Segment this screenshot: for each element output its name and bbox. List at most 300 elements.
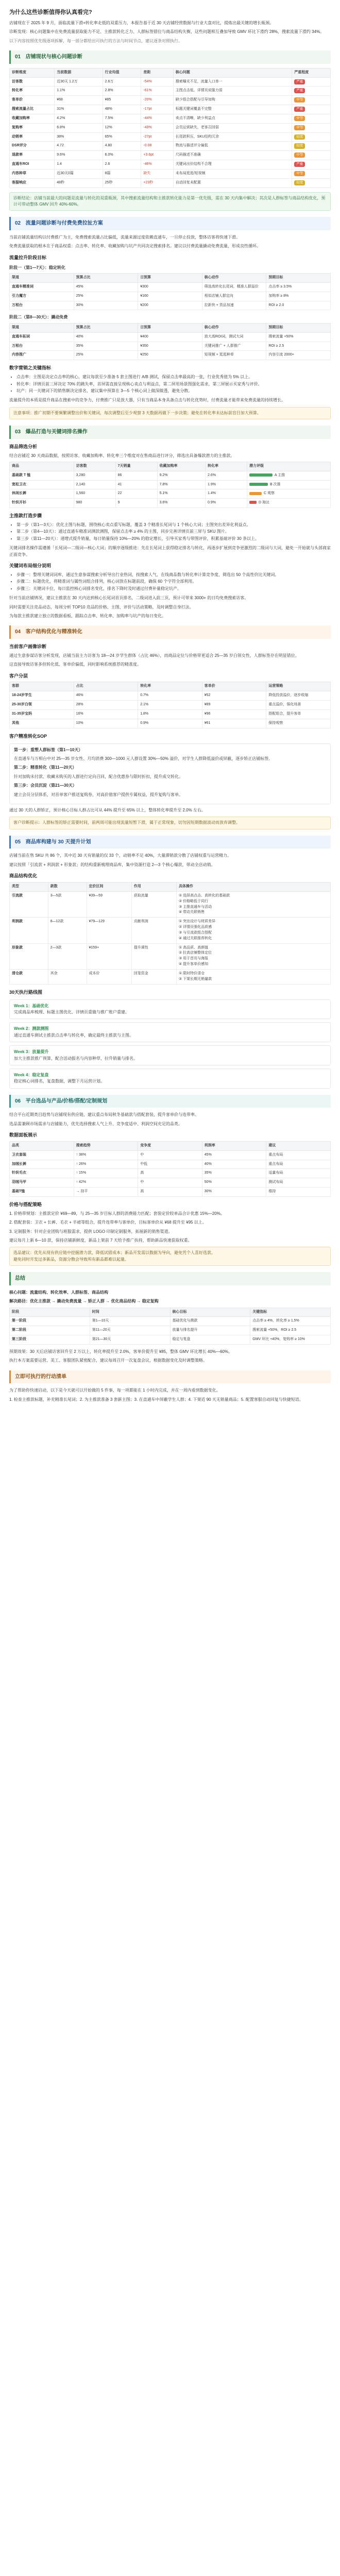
paragraph: 建议按照「引流款 + 利润款 + 形象款」的结构重新梳理商品库，集中资源打造 2—3 个核心爆款，带动全店动销。	[9, 862, 215, 867]
potential-cell	[247, 471, 330, 480]
count-cell: 2—3款	[48, 943, 87, 969]
subheading: 数字营销之关键指标	[9, 365, 52, 371]
sales-cell: 41	[115, 480, 157, 489]
table-row	[10, 96, 331, 105]
list-item: • 转化率：详情页前三屏决定 70% 的跳失率，首屏需直接呈现核心卖点与利益点，第二屏用场景图强化需求，第三屏展示买家秀与评价。	[16, 381, 331, 387]
column-header: 日预算	[138, 274, 202, 283]
column-header: 运营策略	[266, 682, 331, 691]
column-header: 核心动作	[202, 274, 266, 283]
ops-line: ③ 与引流款组合搭配	[178, 930, 212, 935]
potential-grade: D 淘汰	[258, 501, 269, 505]
column-header: 核心目标	[170, 1308, 250, 1317]
table-cell: 50%	[202, 1178, 266, 1188]
warning-note: 注意事项：推广初期不要频繁调整出价和关键词，每次调整后至少观察 3 天数据再做下一步决策；避免在转化率未达标前盲目加大预算。	[9, 407, 331, 419]
table-row	[10, 480, 331, 489]
ops-cell	[176, 943, 330, 969]
potential-grade: C 观察	[263, 492, 275, 496]
current-value-cell: 31%	[55, 105, 103, 114]
table-cell: ¥250	[138, 351, 202, 360]
column-header: 诊断维度	[10, 68, 55, 77]
gap-cell: -44%	[141, 114, 173, 123]
table-cell: 18-24岁学生	[10, 691, 74, 701]
dimension-cell: 客服响应	[10, 178, 55, 188]
intro-paragraph: 诊断发现：核心问题集中在免费流量获取能力不足、主推款转化乏力、人群标签错位与商品结构失衡，这些问题相互叠加导致 GMV 环比下滑约 28%，搜索流量下滑约 34%。	[9, 29, 325, 35]
visitors-cell: 2,140	[74, 480, 115, 489]
column-header: 具体操作	[176, 882, 330, 891]
paragraph: 针对当前店铺情况，建议主推款在 30 天内达到核心长尾词首页排名，二级词进入前三页，预计可带来 3000+ 的日均免费搜索访客。	[9, 596, 249, 601]
table-cell: 第1—10天	[90, 1317, 170, 1326]
current-value-cell: 1.1%	[55, 87, 103, 96]
product-name-cell: 休闲长裤	[10, 489, 74, 499]
column-header: 作用	[131, 882, 176, 891]
note-line: 选品建议：优先从现有供应链中挖掘潜力款，降低试错成本；新品开发需以数据为导向，避免凭个人喜好选款。	[13, 1250, 215, 1256]
average-value-cell: 8篇	[103, 170, 141, 179]
gap-cell: -54%	[141, 77, 173, 87]
table-row	[10, 87, 331, 96]
table-row	[10, 178, 331, 188]
table-row	[10, 282, 331, 292]
severity-badge: 严重	[294, 88, 305, 93]
table-row	[10, 1169, 331, 1178]
table-cell: 重点布局	[266, 1150, 331, 1160]
section-title: 立即可执行的行动清单	[15, 1374, 66, 1380]
paragraph: 流量提升的本质是提升商品在搜索中的竞争力，付费推广只是放大器，只有当商品本身具备点击与转化优势时，付费流量才能带来免费流量的持续增长。	[9, 398, 285, 403]
count-cell: 3—5款	[48, 891, 87, 917]
subheading: 30天执行路线图	[9, 989, 43, 995]
price-cell: 成本价	[87, 969, 131, 984]
dimension-cell: DSR评分	[10, 142, 55, 151]
column-header: 访客数	[74, 462, 115, 471]
sop-step-desc: 在直通车与万相台中对 25—35 岁女性、月均消费 300—1000 元人群设置 30%—50% 溢价，对学生人群降低溢价或屏蔽，逐步矫正店铺标签。	[14, 756, 273, 761]
ops-line: ① 高品质、高颜值	[178, 945, 209, 950]
table-cell: ↑ 38%	[74, 1150, 138, 1160]
table-cell: 引力魔方	[10, 292, 74, 301]
gap-cell: -27pt	[141, 132, 173, 142]
dimension-cell: 内容种草	[10, 170, 55, 179]
potential-cell	[247, 489, 330, 499]
sales-cell: 9	[115, 499, 157, 508]
potential-bar	[249, 492, 262, 495]
gap-cell: +23秒	[141, 178, 173, 188]
table-cell: 关键词推广 + 人群推广	[202, 342, 266, 351]
issue-cell: 标题关键词覆盖不完整	[173, 105, 292, 114]
roadmap-week	[9, 999, 331, 1020]
table-row	[10, 1188, 331, 1197]
summary-line: 解决路径：优化主推款 → 撬动免费流量 → 矫正人群 → 优化商品结构 → 稳定复购	[9, 1299, 159, 1304]
table-cell: 短视频 + 逛逛种草	[202, 351, 266, 360]
category-table	[9, 1141, 331, 1197]
paragraph: 这直接导致访客多但转化低、客单价偏低，同时影响系统推荐的精准度。	[9, 662, 141, 667]
paragraph: 关键词排名操作需遵循「长尾词—二级词—核心大词」的顺序逐级推进：先在长尾词上获得稳定排名与转化，再逐步扩展到竞争更激烈的二级词与大词，避免一开始就与头部商家正面竞争。	[9, 546, 331, 557]
severity-badge: 轻度	[294, 143, 305, 148]
cvr-cell: 2.6%	[206, 471, 247, 480]
customer-segment-table	[9, 682, 331, 728]
role-cell: 提升调性	[131, 943, 176, 969]
table-row	[10, 943, 331, 969]
table-cell: ↑ 26%	[74, 1160, 138, 1169]
ops-line: ④ 带动关联销售	[178, 910, 205, 914]
ops-line: ④ 提升客单价感知	[178, 962, 209, 967]
potential-grade: B 次推	[269, 482, 281, 486]
severity-badge: 严重	[294, 162, 305, 167]
table-cell: 35%	[74, 342, 138, 351]
table-cell: 卫衣套装	[10, 1150, 74, 1160]
column-header: 渠道	[10, 274, 74, 283]
table-cell: 30%	[74, 301, 138, 310]
table-cell: 筛选高转化长尾词，精准人群溢价	[202, 282, 266, 292]
column-header: 收藏加购率	[157, 462, 205, 471]
table-cell: 重点溢价，强化场景	[266, 701, 331, 710]
table-cell: 加绒长裤	[10, 1160, 74, 1169]
week-desc: 稳定核心词排名，复盘数据，调整下月运营计划。	[14, 1079, 105, 1084]
table-row	[10, 719, 331, 728]
section-number: 06	[15, 1098, 21, 1104]
paragraph: 选品需兼顾市场需求与店铺能力，优先选择搜索人气上升、竞争度适中、利润空间充足的品类。	[9, 1121, 182, 1126]
average-value-cell: 7.5%	[103, 114, 141, 123]
paragraph: 为了帮助你快速启动，以下是今天就可以开始做的 5 件事，每一项都能在 1 小时内完成，并在一周内看到数据变化。	[9, 1388, 220, 1393]
diagnosis-summary: 诊断结论：店铺当前最大的问题是流量与转化的双重瓶颈，其中搜索流量结构和主推款转化能力是第一优先级，需在 30 天内集中解决；其次是人群标签与商品结构优化，预计可带动整体 GMV 回升 40%-60%。	[9, 192, 331, 211]
section-header-06	[9, 1095, 331, 1108]
table-cell: 31-35岁宝妈	[10, 710, 74, 719]
stage-title: 阶段一（第1—7天）：稳定转化	[9, 265, 65, 270]
column-header: 转化率	[138, 682, 202, 691]
stage-title: 阶段二（第8—30天）：撬动免费	[9, 315, 68, 320]
table-cell: 内容引流 2000+	[266, 351, 331, 360]
selection-note	[9, 1247, 331, 1266]
roadmap-week	[9, 1022, 331, 1042]
table-cell: 第21—30天	[90, 1335, 170, 1345]
severity-cell	[292, 170, 331, 179]
fav-rate-cell: 9.2%	[157, 471, 205, 480]
table-cell: 直通车精准词	[10, 282, 74, 292]
product-name-cell: 针织开衫	[10, 499, 74, 508]
paragraph: 2. 搭配套装：卫衣 + 长裤、毛衣 + 半裙等组合，提升连带率与客单价，目标客单价从 ¥68 提升至 ¥95 以上。	[9, 1220, 207, 1225]
week-title: Week 1：基础优化	[14, 1003, 49, 1008]
table-cell: 万相台	[10, 342, 74, 351]
current-value-cell: 6.8%	[55, 123, 103, 132]
issue-cell: 缺少组合搭配与引导加购	[173, 96, 292, 105]
ops-cell	[176, 969, 330, 984]
subheading: 客户分层	[9, 673, 28, 679]
table-cell: ¥61	[202, 719, 266, 728]
paragraph: 结合平台近期类目趋势与店铺现有供应链，建议重点布局秋冬基础款与搭配套装，提升客单价与连带率。	[9, 1112, 199, 1117]
issue-cell: 自动回复未配置	[173, 178, 292, 188]
dimension-cell: 访客数	[10, 77, 55, 87]
average-value-cell: ¥85	[103, 96, 141, 105]
table-cell: ¥300	[138, 282, 202, 292]
table-row	[10, 969, 331, 984]
table-cell: 10%	[74, 719, 138, 728]
potential-cell	[247, 499, 330, 508]
severity-cell	[292, 114, 331, 123]
gap-cell: -17pt	[141, 105, 173, 114]
table-cell: 45%	[74, 282, 138, 292]
roadmap	[9, 999, 331, 1089]
average-value-cell: 25秒	[103, 178, 141, 188]
column-header: 行业均值	[103, 68, 141, 77]
diagnosis-table	[9, 68, 331, 188]
gap-cell: -20%	[141, 96, 173, 105]
table-cell: ROI ≥ 2.5	[266, 342, 331, 351]
average-value-cell: 6.0%	[103, 151, 141, 160]
issue-cell: 主图点击低、详情页说服力弱	[173, 87, 292, 96]
ops-line: ① 限时特价清仓	[178, 971, 205, 975]
table-cell: 测试布局	[266, 1178, 331, 1188]
table-cell: 内容推广	[10, 351, 74, 360]
list-item: • 步骤二：标题优化，将精准词与属性词组合排列，核心词放在标题前段，确保 60 个字符全部利用。	[16, 579, 331, 585]
potential-bar	[249, 473, 273, 477]
table-cell: 25%	[74, 351, 138, 360]
table-cell: 搜索流量 +50%	[266, 332, 331, 342]
role-cell: 获取流量	[131, 891, 176, 917]
table-cell: 适量布局	[266, 1169, 331, 1178]
severity-badge: 严重	[294, 107, 305, 112]
section-header-02	[9, 217, 331, 230]
potential-cell	[247, 480, 330, 489]
summary-line: 核心问题：流量结构、转化效率、人群标签、商品结构	[9, 1290, 108, 1295]
severity-cell	[292, 123, 331, 132]
paragraph: 通过 30 天的人群矫正，预计核心目标人群占比可从 44% 提升至 65% 以上，整体转化率提升至 2.0% 左右。	[9, 807, 206, 812]
week-desc: 完成商品库梳理、标题主图优化、详情页重做与推广账户重建。	[14, 1009, 129, 1014]
ops-cell	[176, 891, 330, 917]
table-cell: 加购率 ≥ 8%	[266, 292, 331, 301]
paragraph: 建议每月上新 6—10 款，保持店铺新鲜度，新品上架前 7 天给予推广扶持，帮助新品快速获取权重。	[9, 1238, 192, 1243]
ops-line: ① 突出设计与材质差异	[178, 920, 216, 924]
current-value-cell: 近30天0篇	[55, 170, 103, 179]
table-row	[10, 132, 331, 142]
product-score-table	[9, 462, 331, 508]
table-cell: 万相台	[10, 301, 74, 310]
severity-cell	[292, 87, 331, 96]
column-header: 商品	[10, 462, 74, 471]
section-number: 02	[15, 221, 21, 227]
table-row	[10, 301, 331, 310]
keyword-step-list	[9, 572, 331, 592]
section-header-01	[9, 50, 331, 64]
section-number: 05	[15, 839, 21, 845]
table-row	[10, 1326, 331, 1335]
price-cell: ¥39—59	[87, 891, 131, 917]
potential-bar	[249, 483, 268, 486]
section-number: 04	[15, 629, 21, 635]
week-desc: 通过直通车测试主推款点击率与转化率，确定最终主推款与主图。	[14, 1032, 133, 1038]
potential-grade: A 主推	[274, 473, 285, 477]
severity-badge: 轻度	[294, 134, 305, 140]
paragraph: 店铺当前在售 SKU 共 86 个，其中近 30 天有销量的仅 33 个，动销率不足 40%，大量滞销款分散了店铺权重与运营精力。	[9, 853, 232, 858]
intro-paragraph: 以下内容按照优先级逐项拆解，每一部分都给出可执行的方法与时间节点，建议逐条对照执行。	[9, 38, 182, 43]
table-cell: ¥200	[138, 301, 202, 310]
table-cell: 放大高ROI词，测试大词	[202, 332, 266, 342]
table-row	[10, 170, 331, 179]
column-header: 转化率	[206, 462, 247, 471]
table-cell: 降低投放溢价，逐步收缩	[266, 691, 331, 701]
issue-cell: 尺码描述不准确	[173, 151, 292, 160]
table-cell: 相似店铺人群定向	[202, 292, 266, 301]
column-header: 预期目标	[266, 274, 331, 283]
average-value-cell: 2.6万	[103, 77, 141, 87]
column-header: 预算占比	[74, 323, 138, 332]
sales-cell: 86	[115, 471, 157, 480]
table-row	[10, 918, 331, 943]
list-item: • 步骤三：关键词卡位，每日监控核心词排名变化，排名下降时及时通过付费补量稳定坑产。	[16, 586, 331, 592]
column-header: 款数	[48, 882, 87, 891]
current-value-cell: 4.2%	[55, 114, 103, 123]
severity-cell	[292, 105, 331, 114]
current-value-cell: 38%	[55, 132, 103, 142]
count-cell: 其余	[48, 969, 87, 984]
table-row	[10, 471, 331, 480]
table-cell: 重点布局	[266, 1160, 331, 1169]
subheading: 商品筛选分析	[9, 444, 38, 449]
paragraph: 预期效果：30 天后店铺访客回升至 2 万以上，转化率提升至 2.0%，客单价提升至 ¥85，整体 GMV 环比增长 40%—60%。	[9, 1349, 232, 1354]
table-cell: 拉新快 + 货品加速	[202, 301, 266, 310]
table-cell: → 持平	[74, 1188, 138, 1197]
sop-box	[9, 743, 331, 804]
week-title: Week 4：稳定复盘	[14, 1072, 49, 1077]
column-header: 类型	[10, 882, 48, 891]
average-value-cell: 12%	[103, 123, 141, 132]
cvr-cell: 1.9%	[206, 480, 247, 489]
table-cell: 第11—20天	[90, 1326, 170, 1335]
table-cell: 25%	[74, 292, 138, 301]
subheading: 主推款打造步骤	[9, 513, 42, 519]
table-cell: ¥350	[138, 342, 202, 351]
paragraph: 结合店铺近 30 天商品数据，按照访客、收藏加购率、转化率三个维度对在售商品进行评分，筛选出具备爆款潜力的主推款。	[9, 453, 235, 458]
column-header: 核心动作	[202, 323, 266, 332]
column-header: 利润率	[202, 1141, 266, 1150]
subheading: 关键词布局细分说明	[9, 563, 52, 569]
product-name-cell: 基础款 T 恤	[10, 471, 74, 480]
table-cell: 中	[138, 1178, 202, 1188]
ops-line: ① 选择高点击、高转化的基础款	[178, 893, 230, 897]
visitors-cell: 980	[74, 499, 115, 508]
sop-step-desc: 建立会员分层体系，对首单客户推送复购券，对高价值客户提供专属权益，提升复购与客单。	[14, 792, 183, 797]
list-item: • 第三步（第11—20天）：递增式提升销量，每日销量保持 10%—20% 的稳定增长，引导买家秀与带图评价，积累基础评价 30 条以上。	[16, 536, 331, 542]
table-cell: 46%	[74, 691, 138, 701]
ops-cell	[176, 918, 330, 943]
table-cell: GMV 环比 +40%，复购率 ≥ 10%	[250, 1335, 331, 1345]
column-header: 竞争度	[138, 1141, 202, 1150]
current-value-cell: ¥68	[55, 96, 103, 105]
table-cell: 第三阶段	[10, 1335, 90, 1345]
gap-cell: +3.6pt	[141, 151, 173, 160]
table-cell: 第二阶段	[10, 1326, 90, 1335]
column-header: 当前数据	[55, 68, 103, 77]
dimension-cell: 动销率	[10, 132, 55, 142]
summary-table	[9, 1308, 331, 1345]
table-cell: 点击率 ≥ 3.5%	[266, 282, 331, 292]
dimension-cell: 复购率	[10, 123, 55, 132]
table-cell: 40%	[202, 1160, 266, 1169]
column-header: 7天销量	[115, 462, 157, 471]
table-row	[10, 351, 331, 360]
section-title: 平台选品与产品/价格/搭配/定制规划	[25, 1098, 108, 1104]
table-cell: 1.8%	[138, 710, 202, 719]
average-value-cell: 2.6	[103, 160, 141, 170]
sop-step-title: 第三步：会员沉淀（第21—30天）	[14, 783, 77, 788]
table-cell: 40%	[74, 332, 138, 342]
subheading: 价格与搭配策略	[9, 1201, 42, 1207]
table-row	[10, 342, 331, 351]
section-header-summary	[9, 1272, 331, 1285]
column-header: 时间	[90, 1308, 170, 1317]
table-cell: 针织毛衣	[10, 1169, 74, 1178]
paragraph: 免费流量获取的根本在于商品权重：点击率、转化率、收藏加购与坑产共同决定搜索排名。建议以付费流量撬动免费流量，形成良性循环。	[9, 244, 261, 249]
sop-step-title: 第二步：精准转化（第11—20天）	[14, 765, 77, 770]
table-row	[10, 292, 331, 301]
list-item: • 第二步（第4—10天）：通过直通车精准词测款测图，保留点击率 ≥ 4% 的主图，同步完善详情页前三屏与 SKU 图片。	[16, 529, 331, 535]
table-row	[10, 332, 331, 342]
subheading: 流量拉升阶段目标	[9, 255, 47, 260]
type-cell: 清仓款	[10, 969, 48, 984]
average-value-cell: 2.8%	[103, 87, 141, 96]
column-header: 建议	[266, 1141, 331, 1150]
week-title: Week 2：测款测图	[14, 1026, 49, 1031]
severity-badge: 严重	[294, 79, 305, 84]
customer-note: 客户诊断提示：人群标签的矫正需要时间，前两周可能出现流量短暂下滑，属于正常现象，切勿因短期数据波动而放弃调整。	[9, 817, 331, 829]
gap-cell: -61%	[141, 87, 173, 96]
section-title: 商品库构建与 30 天提升计划	[25, 839, 91, 845]
table-row	[10, 77, 331, 87]
ops-line: ③ 用于首页与海报	[178, 957, 209, 961]
column-header: 核心问题	[173, 68, 292, 77]
table-row	[10, 1317, 331, 1326]
table-cell: ¥89	[202, 701, 266, 710]
section-header-action	[9, 1370, 331, 1384]
section-title: 店铺现状与核心问题诊断	[25, 54, 82, 60]
intro-paragraph: 店铺现在于 2025 年 9 月，面临流量下滑+转化率走低的双重压力，本报告基于近 30 天店铺经营数据与行业大盘对比，提炼出最关键的增长瓶颈。	[9, 21, 274, 26]
sop-step-desc: 针对加购未付款、收藏未购买的人群进行定向召回，配合优惠券与限时折扣，提升成交转化。	[14, 774, 183, 779]
ops-line: ② 详情页强化品质感	[178, 925, 212, 929]
table-row	[10, 1160, 331, 1169]
average-value-cell: 48%	[103, 105, 141, 114]
gap-cell: -0.08	[141, 142, 173, 151]
visitors-cell: 3,280	[74, 471, 115, 480]
ops-line: ② 价格略低于同行	[178, 899, 209, 903]
table-row	[10, 499, 331, 508]
ops-line: ③ 主推直通车与活动	[178, 905, 212, 909]
column-header: 日预算	[138, 323, 202, 332]
week-title: Week 3：放量提升	[14, 1049, 49, 1055]
visitors-cell: 1,560	[74, 489, 115, 499]
issue-cell: 长尾款积压，SKU结构冗余	[173, 132, 292, 142]
type-cell: 利润款	[10, 918, 48, 943]
severity-cell	[292, 151, 331, 160]
current-value-cell: 48秒	[55, 178, 103, 188]
paragraph: 同时需要关注竞品动态，每周分析 TOP10 竞品的价格、主图、评价与活动策略，及时调整自身打法。	[9, 604, 194, 609]
table-cell: 0.9%	[138, 719, 202, 728]
section-header-05	[9, 836, 331, 849]
dimension-cell: 搜索流量占比	[10, 105, 55, 114]
dimension-cell: 客单价	[10, 96, 55, 105]
table-row	[10, 160, 331, 170]
table-row	[10, 105, 331, 114]
price-cell: ¥79—129	[87, 918, 131, 943]
fav-rate-cell: 7.8%	[157, 480, 205, 489]
table-cell: 保持观察	[266, 719, 331, 728]
stage1-table	[9, 273, 331, 310]
paragraph: 3. 定制服务：针对企业团购与班服需求，提供 LOGO 印制定制服务，拓展新的销售渠道。	[9, 1229, 173, 1234]
table-cell: ¥160	[138, 292, 202, 301]
gap-cell: -43%	[141, 123, 173, 132]
table-cell: 0.7%	[138, 691, 202, 701]
current-value-cell: 9.6%	[55, 151, 103, 160]
severity-badge: 中等	[294, 125, 305, 130]
table-row	[10, 1178, 331, 1188]
column-header: 关键指标	[250, 1308, 331, 1317]
dimension-cell: 直通车ROI	[10, 160, 55, 170]
table-cell: 放量与排名提升	[170, 1326, 250, 1335]
